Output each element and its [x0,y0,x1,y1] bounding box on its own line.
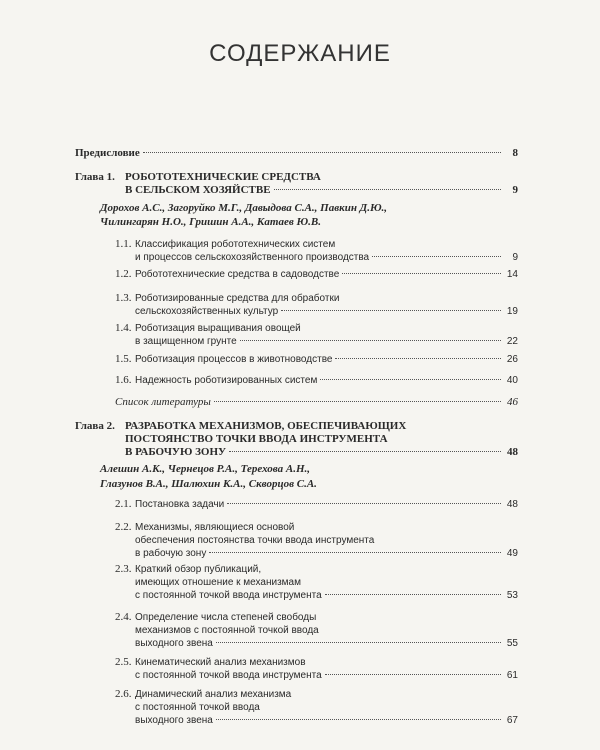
entry-last-line [135,353,518,366]
chapter-1-title [125,171,518,197]
section-number: 1.2. [115,268,132,280]
entry-last-line [115,396,518,409]
preface-entry [75,147,518,160]
section-entry [135,292,518,318]
section-number: 1.3. [115,292,132,304]
section-entry [135,322,518,348]
entry-line: Роботизированные средства для обработки [135,293,340,304]
section-number: 2.4. [115,611,132,623]
dot-leader [216,642,501,643]
dot-leader [214,401,501,402]
entry-text: выходного звена [135,638,213,649]
entry-last-line [135,589,518,602]
entry-text: Роботизация процессов в животноводстве [135,354,333,365]
entry-last-line [125,184,518,197]
entry-text: выходного звена [135,715,213,726]
chapter-2-number: Глава 2. [75,420,115,432]
page-number: 48 [506,499,518,510]
chapter-1-authors: Чилингарян Н.О., Гришин А.А., Катаев Ю.В. [100,216,321,228]
entry-last-line [125,446,518,459]
page-number: 67 [506,715,518,726]
entry-last-line [75,147,518,160]
dot-leader [325,594,501,595]
dot-leader [216,719,501,720]
entry-last-line [135,547,518,560]
dot-leader [229,451,501,452]
section-number: 2.3. [115,563,132,575]
entry-line: Краткий обзор публикаций, [135,564,262,575]
entry-line: РОБОТОТЕХНИЧЕСКИЕ СРЕДСТВА [125,171,321,183]
dot-leader [281,310,501,311]
entry-line: обеспечения постоянства точки ввода инструмента [135,535,375,546]
entry-line: Механизмы, являющиеся основой [135,522,295,533]
entry-last-line [135,498,518,511]
page-title: СОДЕРЖАНИЕ [209,40,391,67]
chapter-1-authors: Дорохов А.С., Загоруйко М.Г., Давыдова С.А., Павкин Д.Ю., [100,202,388,214]
entry-line: Роботизация выращивания овощей [135,323,301,334]
dot-leader [274,189,501,190]
page-number: 61 [506,670,518,681]
section-number: 1.1. [115,238,132,250]
entry-last-line [135,268,518,281]
page-number: 8 [512,147,518,159]
entry-last-line [135,669,518,682]
section-number: 1.5. [115,353,132,365]
page-number: 19 [506,306,518,317]
entry-last-line [135,714,518,727]
section-number: 1.4. [115,322,132,334]
entry-last-line [135,637,518,650]
page-number: 9 [512,184,518,196]
entry-text: Постановка задачи [135,499,225,510]
section-entry [135,238,518,264]
dot-leader [240,340,501,341]
entry-line: ПОСТОЯНСТВО ТОЧКИ ВВОДА ИНСТРУМЕНТА [125,433,388,445]
dot-leader [342,273,501,274]
entry-text: Робототехнические средства в садоводстве [135,269,340,280]
dot-leader [320,379,501,380]
entry-text: с постоянной точкой ввода инструмента [135,590,322,601]
section-number: 1.6. [115,374,132,386]
literature-entry [115,396,518,409]
entry-line: Кинематический анализ механизмов [135,657,306,668]
chapter-2-authors: Алешин А.К., Чернецов Р.А., Терехова А.Н., [100,463,311,475]
entry-last-line [135,305,518,318]
entry-text: с постоянной точкой ввода инструмента [135,670,322,681]
page-number: 55 [506,638,518,649]
entry-text: в защищенном грунте [135,336,237,347]
section-number: 2.2. [115,521,132,533]
page-number: 40 [506,375,518,386]
chapter-2-title [125,420,518,459]
entry-line: Классификация робототехнических систем [135,239,336,250]
dot-leader [372,256,501,257]
page-number: 14 [506,269,518,280]
entry-line: Динамический анализ механизма [135,689,292,700]
section-entry [135,268,518,281]
page-number: 48 [507,446,518,458]
page-number: 9 [512,252,518,263]
section-entry [135,353,518,366]
dot-leader [209,552,501,553]
entry-text: В РАБОЧУЮ ЗОНУ [125,446,227,458]
entry-text: сельскохозяйственных культур [135,306,279,317]
entry-text: Надежность роботизированных систем [135,375,318,386]
section-entry [135,563,518,602]
section-entry [135,498,518,511]
entry-last-line [135,374,518,387]
entry-last-line [135,251,518,264]
dot-leader [335,358,501,359]
entry-text: Предисловие [75,147,140,159]
page-number: 49 [506,548,518,559]
section-number: 2.5. [115,656,132,668]
page-number: 26 [506,354,518,365]
entry-line: с постоянной точкой ввода [135,702,260,713]
entry-line: имеющих отношение к механизмам [135,577,301,588]
dot-leader [143,152,501,153]
page-number: 53 [506,590,518,601]
section-entry [135,521,518,560]
section-entry [135,611,518,650]
dot-leader [227,503,501,504]
page-number: 22 [506,336,518,347]
chapter-1-number: Глава 1. [75,171,115,183]
section-entry [135,374,518,387]
section-entry [135,688,518,727]
section-entry [135,656,518,682]
chapter-2-authors: Глазунов В.А., Шалюхин К.А., Скворцов С.А. [100,478,317,490]
entry-text: и процессов сельскохозяйственного производства [135,252,370,263]
section-number: 2.6. [115,688,132,700]
entry-line: Определение числа степеней свободы [135,612,317,623]
entry-text: Список литературы [115,396,211,408]
dot-leader [325,674,501,675]
entry-text: В СЕЛЬСКОМ ХОЗЯЙСТВЕ [125,184,271,196]
entry-text: в рабочую зону [135,548,207,559]
section-number: 2.1. [115,498,132,510]
entry-line: механизмов с постоянной точкой ввода [135,625,319,636]
page-number: 46 [507,396,518,408]
entry-last-line [135,335,518,348]
entry-line: РАЗРАБОТКА МЕХАНИЗМОВ, ОБЕСПЕЧИВАЮЩИХ [125,420,407,432]
